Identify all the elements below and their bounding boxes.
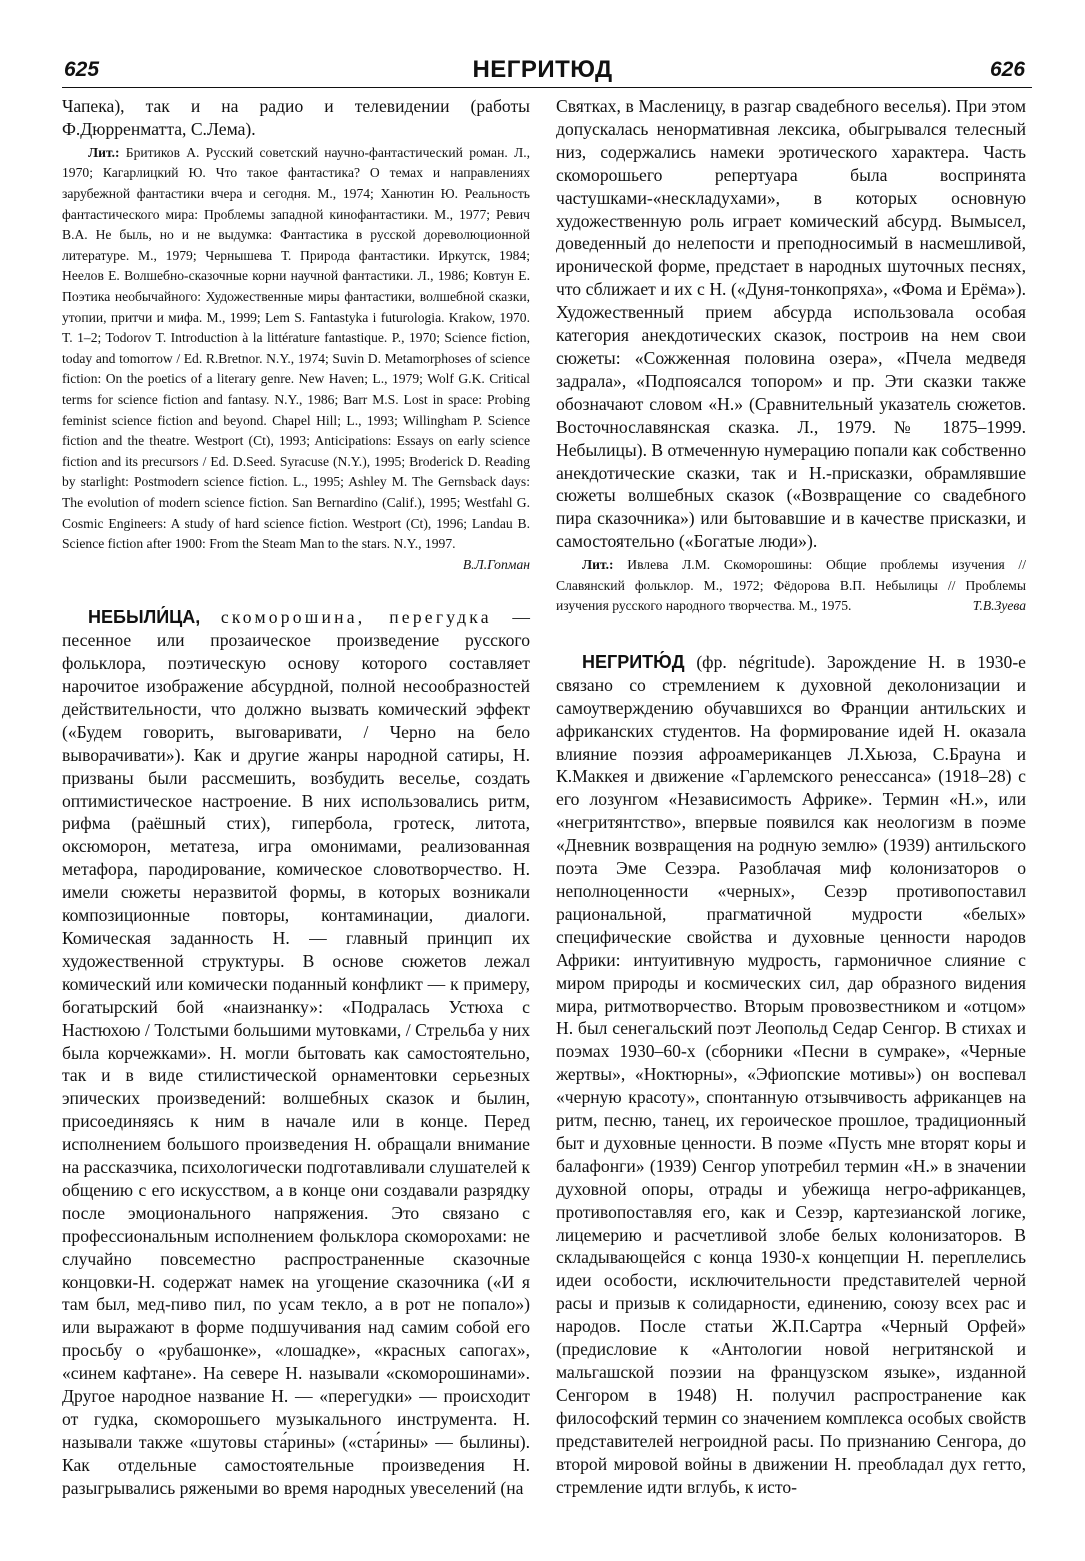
entry-body: — песенное или прозаическое произведение русского фольклора, поэтическую основу которого составляет нарочитое изображение абсурдной, полной несообразностей действительности, что должно вызвать комический эффект («Будем говорить, выговаривати, / Черно на бело выворачивати»). Как и другие жанры народной сатиры, Н. призваны были рассмешить, возбудить веселье, создать оптимистическое настроение. В них использовались ритм, рифма (раёшный стих), гипербола, гротеск, литота, оксюморон, метатеза, игра омонимами, реализованная метафора, пародирование, комическое словотворчество. Н. имели сюжеты неразвитой формы, в которых возникали композиционные повторы, контаминации, диалоги. Комическая заданность Н. — главный принцип их художественной структуры. В основе сюжетов лежал комический или комически поданный конфликт — к примеру, богатырский бой «наизнанку»: «Подралась Устюха с Настюхою / Толстыми большими мутовками, / Стрельба у них была корчежками». Н. могли бытовать как самостоятельно, так и в виде стилистической орнаментовки серьезных эпических произведений: волшебных сказок и былин, присоединяясь к ним в начале или в конце. Перед исполнением большого произведения Н. обращали внимание на рассказчика, психологически подготавливали слушателей к общению с его искусством, а в конце они создавали разрядку после эмоционального напряжения. Это связано с профессиональным исполнением фольклора скоморохами: не случайно повсеместно распространенные сказочные концовки-Н. содержат намек на угощение сказочника («И я там был, мед-пиво пил, по усам текло, а в рот не попало») или выражают в форме подшучивания над самим собой его просьбу о «рубашонке», «лошадке», «красных сапогах», «синем кафтане». На севере Н. называли «скоморошинами». Другое народное название Н. — «перегудки» — происходит от гудка, скоморошьего музыкального инструмента. Н. называли также «шутовы ста́рины» («ста́рины» — былины). Как отдельные самостоятельные произведения Н. разыгрывались ряжеными во время народных увеселений (на xyxy=(62,607,530,1498)
dictionary-entry xyxy=(62,606,530,1499)
literature-label: Лит.: xyxy=(88,144,120,160)
right-column xyxy=(556,95,1026,1498)
author-signature: В.Л.Гопман xyxy=(462,556,530,572)
continued-text: Святках, в Масленицу, в разгар свадебного веселья). При этом допускалась ненормативная лексика, обыгрывался телесный низ, содержались намеки эротического характера. Часть скоморошьего репертуара была воспринята частушками-«нескладухами», в которых основную художественную роль играет комический абсурд. Вымысел, доведенный до нелепости и преподносимый в насмешливой, иронической форме, предстает в народных шуточных песнях, что сближает и их с Н. («Дуня-тонкопряха», «Фома и Ерёма»). Художественный прием абсурда использовала особая категория анекдотических сказок, построив на нем свои сюжеты: «Сожженная половина озера», «Пчела медведя задрала», «Подпоясался топором» и пр. Эти сказки также обозначают словом «Н.» (Сравнительный указатель сюжетов. Восточнославянская сказка. Л., 1979. № 1875–1999. Небылицы). В отмеченную нумерацию попали как собственно анекдотические сказки, так и Н.-присказки, обрамлявшие сюжеты волшебных сказок («Возвращение со свадебного пира сказочника») или бытовавшие и в качестве присказки, и самостоятельно («Богатые люди»). xyxy=(556,96,1026,552)
author-signature: Т.В.Зуева xyxy=(972,598,1026,614)
entry-headword: НЕГРИТЮ́Д xyxy=(582,651,685,672)
right-page-number: 626 xyxy=(990,58,1026,81)
running-title: НЕГРИТЮД xyxy=(472,56,613,83)
page-header xyxy=(0,52,1085,92)
left-page-number: 625 xyxy=(64,58,100,81)
continued-text: Чапека), так и на радио и телевидении (работы Ф.Дюрренматта, С.Лема). xyxy=(62,96,530,139)
literature-list xyxy=(556,555,1026,617)
literature-text: Ивлева Л.М. Скоморошины: Общие проблемы изучения // Славянский фольклор. М., 1972; Фёдорова В.П. Небылицы // Проблемы изучения русского народного творчества. М., 1975. xyxy=(556,557,1026,614)
entry-headword: НЕБЫЛИ́ЦА, xyxy=(88,607,201,628)
entry-body: (фр. négritude). Зарождение Н. в 1930-е связано со стремлением к духовной деколонизации и самоутверждению обучавшихся во Франции антильских и африканских студентов. На формирование идей Н. оказала влияние поэзия афроамериканцев Л.Хьюза, С.Брауна и К.Маккея и движение «Гарлемского ренессанса» (1918–28) с его лозунгом «Независимость Африке». Термин «Н.», или «негритянтство», впервые появился как неологизм в поэме «Дневник возвращения на родную землю» (1939) антильского поэта Эме Сезэра. Разоблачая миф колонизаторов о неполноценности «черных», Сезэр противопоставил рациональной, прагматичной мудрости «белых» специфические свойства и духовные ценности народов Африки: интуитивную мудрость, гармоничное слияние с миром природы и космических сил, дар образного видения мира, ритмотворчество. Вторым провозвестником и «отцом» Н. был сенегальский поэт Леопольд Седар Сенгор. В стихах и поэмах 1930–60-х (сборники «Песни в сумраке», «Черные жертвы», «Ноктюрны», «Эфиопские мотивы») он воспевал «черную красоту», спонтанную отзывчивость африканцев на ритм, песню, танец, их героическое прошлое, традиционный быт и духовные ценности. В поэме «Пусть мне вторят коры и балафонги» (1939) Сенгор употребил термин «Н.» в значении духовной опоры, отрады и убежища негро-африканцев, противопоставляя его, как и Сезэр, картезианской логике, лицемерию и расчетливой злобе белых колонизаторов. В складывающейся с конца 1930-х концепции Н. переплелись идеи особости, исключительности представителей черной расы и призыв к солидарности, единению, союзу всех рас и народов. После статьи Ж.П.Сартра «Черный Орфей» (предисловие к «Антологии новой негритянской и мальгашской поэзии на французском языке», изданной Сенгором в 1948) Н. получил распространение как философский термин со значением комплекса особых свойств представителей негроидной расы. По признанию Сенгора, до второй мировой войны в движении Н. преобладал дух гетто, стремление идти вглубь, к исто- xyxy=(556,651,1026,1497)
entry-synonyms: скоморошина, перегудка xyxy=(220,607,492,628)
dictionary-entry xyxy=(556,651,1026,1499)
left-column xyxy=(62,95,530,1500)
header-rule xyxy=(62,87,1032,88)
literature-label: Лит.: xyxy=(582,557,614,573)
literature-list xyxy=(62,143,530,572)
literature-text: Бритиков А. Русский советский научно-фантастический роман. Л., 1970; Кагарлицкий Ю. Что такое фантастика? О темах и направлениях зарубежной фантастики вчера и сегодня. М., 1974; Ханютин Ю. Реальность фантастического мира: Проблемы западной кинофантастики. М., 1977; Ревич В.А. Не быль, но и не выдумка: Фантастика в русской дореволюционной литературе. М., 1979; Чернышева Т. Природа фантастики. Иркутск, 1984; Неелов Е. Волшебно-сказочные корни научной фантастики. Л., 1986; Ковтун Е. Поэтика необычайного: Художественные миры фантастики, волшебной сказки, утопии, притчи и мифа. М., 1999; Lem S. Fantastyka i futurologia. Krakow, 1970. T. 1–2; Todorov T. Introduction à la littérature fantastique. P., 1970; Science fiction, today and tomorrow / Ed. R.Bretnor. N.Y., 1974; Suvin D. Metamorphoses of science fiction: On the poetics of a literary genre. New Haven; L., 1979; Wolf G.K. Critical terms for science fiction and fantasy. N.Y., 1986; Barr M.S. Lost in space: Probing feminist science fiction and beyond. Chapel Hill; L., 1993; Willingham P. Science fiction and the theatre. Westport (Ct), 1993; Anticipations: Essays on early science fiction and its precursors / Ed. D.Seed. Syracuse (N.Y.), 1995; Broderick D. Reading by starlight: Postmodern science fiction. L., 1995; Ashley M. The Gernsback days: The evolution of modern science fiction. San Bernardino (Calif.), 1995; Westfahl G. Cosmic Engineers: A study of hard science fiction. Westport (Ct), 1996; Landau B. Science fiction after 1900: From the Steam Man to the stars. N.Y., 1997. xyxy=(62,144,530,552)
